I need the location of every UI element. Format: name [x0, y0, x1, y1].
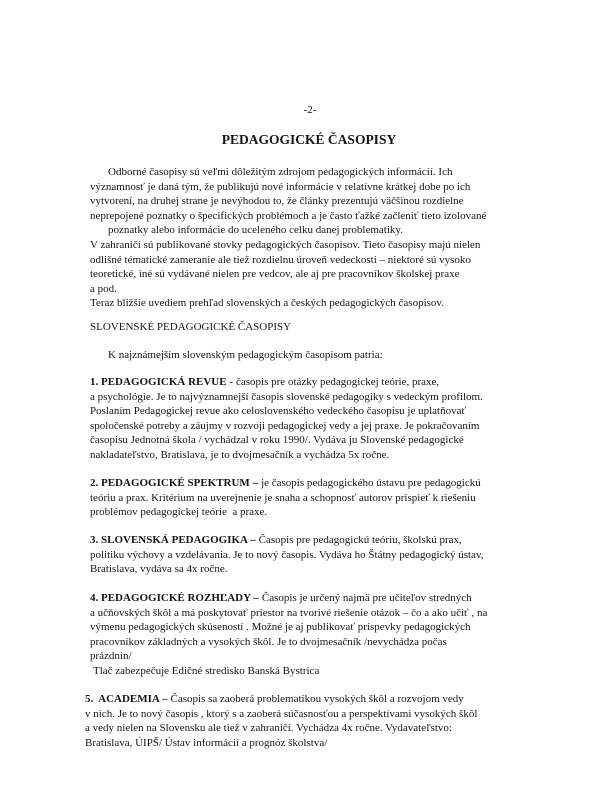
- paragraph-line: Poslaním Pedagogickej revue ako celoslovenského vedeckého časopisu je uplatňovať: [90, 405, 467, 418]
- journal-first-line: [90, 476, 481, 491]
- paragraph-line: nakladateľstvo, Bratislava, je to dvojmesačník a vychádza 5x ročne.: [90, 448, 390, 461]
- page-number: -2-: [303, 104, 317, 116]
- paragraph-line: a vedy nielen na Slovensku ale tiež v zahraničí. Vychádza 4x ročne. Vydavateľstvo:: [85, 722, 452, 735]
- page-title: PEDAGOGICKÉ ČASOPISY: [221, 132, 397, 147]
- journal-entry: [90, 476, 481, 520]
- journal-description: časopis pre otázky pedagogickej teórie, praxe,: [236, 376, 440, 388]
- section-heading: [90, 320, 291, 335]
- paragraph-line: Bratislava, vydáva sa 4x ročne.: [90, 563, 228, 576]
- journal-description: Časopis pre pedagogickú teóriu, školskú prax,: [258, 534, 462, 546]
- paragraph-line: Odborné časopisy sú veľmi dôležitým zdrojom pedagogických informácií. Ich: [108, 166, 453, 178]
- paragraph-line: významnosť je daná tým, že publikujú nové informácie v relatívne krátkej dobe po ich: [90, 180, 471, 193]
- section-lead: [108, 348, 383, 363]
- paragraph-line: neprepojené poznatky o špecifických problémoch a je často ťažké začleniť tieto izolované: [90, 209, 487, 222]
- section-lead-text: K najznámejším slovenským pedagogickým časopisom patria:: [108, 349, 383, 361]
- journal-title: 5. ACADEMIA –: [85, 693, 168, 705]
- paragraph-line: časopisu Jednotná škola / vychádzal v roku 1990/. Vydáva ju Slovenské pedagogické: [90, 434, 464, 447]
- journal-title: 4. PEDAGOGICKÉ ROZHĽADY –: [90, 592, 259, 604]
- paragraph-line: teóriu a prax. Kritérium na uverejnenie je snaha a schopnosť autorov prispieť k riešeniu: [90, 491, 476, 504]
- paragraph-line: výmenu pedagogických skúseností . Možné je aj publikovať príspevky pedagogických: [90, 621, 471, 634]
- paragraph-line: Teraz bližšie uvediem prehľad slovenských a českých pedagogických časopisov.: [90, 297, 444, 310]
- paragraph-line: a pod.: [90, 282, 117, 295]
- journal-entry: [90, 591, 487, 679]
- journal-title: 1. PEDAGOGICKÁ REVUE -: [90, 376, 234, 388]
- journal-first-line: [85, 692, 477, 707]
- journal-title: 2. PEDAGOGICKÉ SPEKTRUM –: [90, 477, 259, 489]
- journal-first-line: [90, 591, 487, 606]
- paragraph-line: V zahraničí sú publikované stovky pedagogických časopisov. Tieto časopisy majú nielen: [90, 238, 481, 251]
- paragraph-line: vytvorení, na druhej strane je nevýhodou to, že články prezentujú väčšinou rozdielne: [90, 195, 464, 208]
- paragraph-line: a učňovských škôl a má poskytovať priestor na tvorivé riešenie otázok – čo a ako učiť , na: [90, 606, 488, 619]
- paragraph-line: Bratislava, ÚIPŠ/ Ústav informácií a prognóz školstva/: [85, 736, 328, 749]
- paragraph-line: Tlač zabezpečuje Edičné stredisko Banská Bystrica: [93, 664, 320, 677]
- paragraph-line: politiku výchovy a vzdelávania. Je to nový časopis. Vydáva ho Štátny pedagogický ústav,: [90, 548, 484, 561]
- journal-title: 3. SLOVENSKÁ PEDAGOGIKA –: [90, 534, 256, 546]
- intro-paragraph: [90, 165, 486, 311]
- journal-entry: [85, 692, 477, 750]
- paragraph-line: spoločenské potreby a záujmy v rozvoji pedagogickej vedy a jej praxe. Je pokračovaním: [90, 419, 480, 432]
- paragraph-line: pracovníkov základných a vysokých škôl. Je to dvojmesačník /nevychádza počas: [90, 635, 447, 648]
- paragraph-line: a psychológie. Je to najvýznamnejší časopis slovenské pedagogiky s vedeckým profilom.: [90, 390, 483, 403]
- journal-first-line: [90, 533, 483, 548]
- journal-description: je časopis pedagogického ústavu pre pedagogickú: [261, 477, 481, 489]
- section-heading-text: SLOVENSKÉ PEDAGOGICKÉ ČASOPISY: [90, 321, 292, 333]
- paragraph-line: problémov pedagogickej teórie a praxe.: [90, 506, 268, 519]
- paragraph-line: poznatky alebo informácie do uceleného celku danej problematiky.: [108, 224, 403, 237]
- paragraph-line: prázdnin/: [90, 650, 132, 663]
- journal-first-line: [90, 375, 483, 390]
- journal-description: Časopis sa zaoberá problematikou vysokých škôl a rozvojom vedy: [170, 693, 464, 705]
- journal-description: Časopis je určený najmä pre učiteľov stredných: [261, 592, 472, 604]
- paragraph-line: teoretické, iné sú vydávané nielen pre vedcov, ale aj pre pracovníkov školskej praxe: [90, 268, 460, 281]
- journal-entry: [90, 533, 483, 577]
- journal-entry: [90, 375, 483, 463]
- paragraph-line: v nich. Je to nový časopis , ktorý s a zaoberá súčasnosťou a perspektívami vysokých škôl: [85, 707, 478, 720]
- paragraph-line: odlišné tématické zameranie ale tiež rozdielnu úroveň vedeckosti – niektoré sú vysoko: [90, 253, 471, 266]
